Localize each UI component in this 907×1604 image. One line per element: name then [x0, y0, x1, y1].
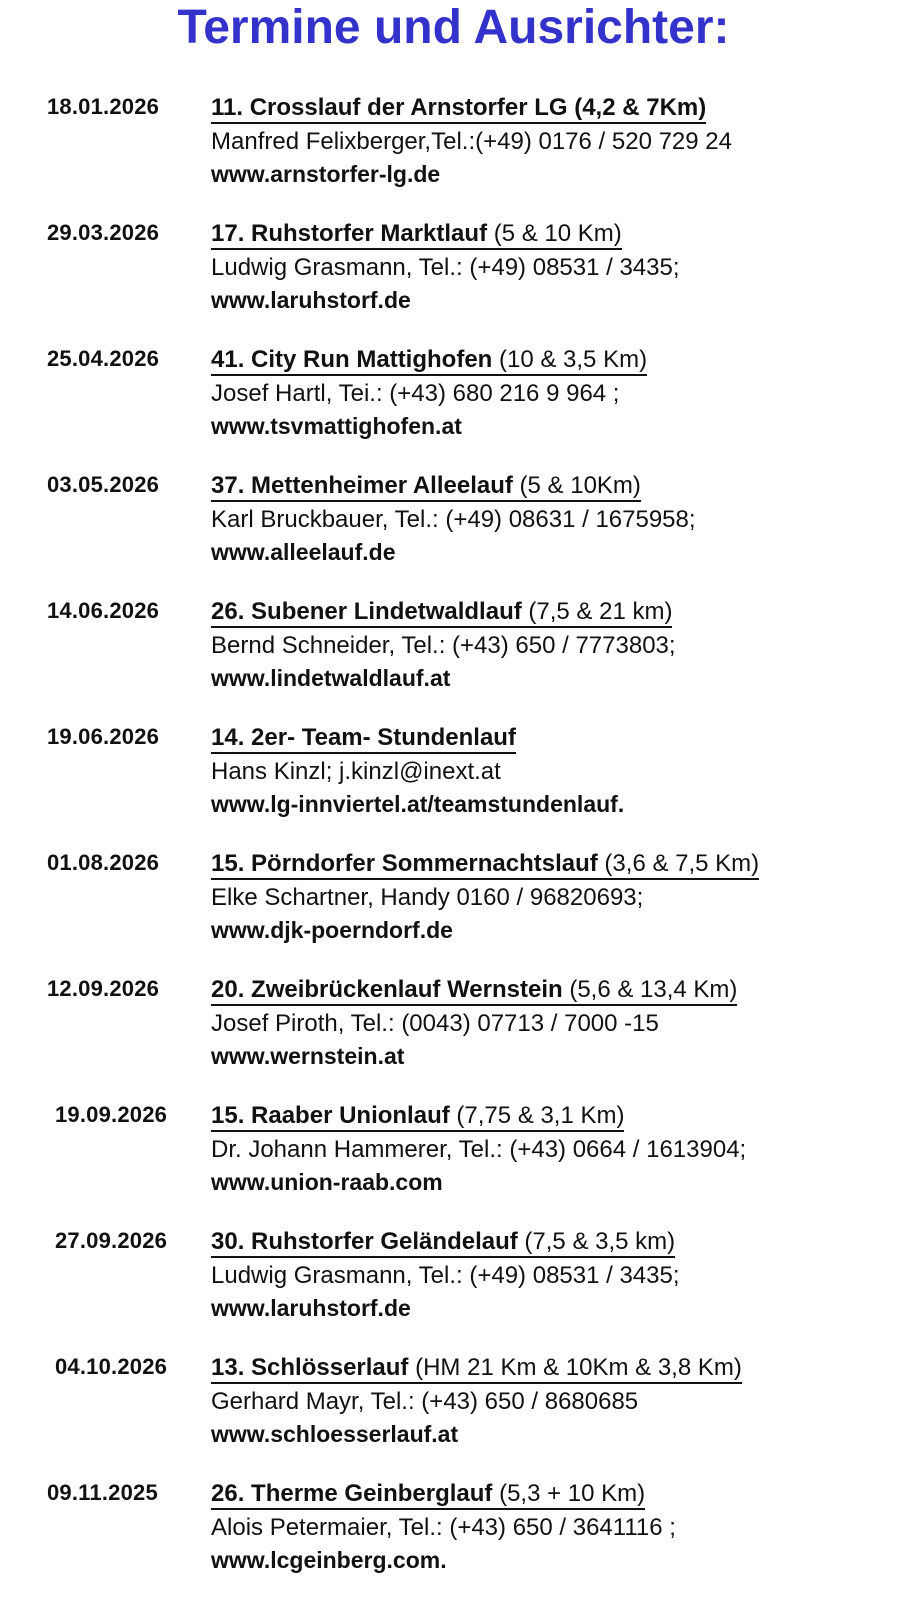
event-distance: (7,75 & 3,1 Km): [449, 1102, 625, 1129]
event-title[interactable]: [211, 597, 672, 628]
event-name: 20. Zweibrückenlauf Wernstein: [211, 976, 563, 1003]
event-item: [0, 596, 907, 722]
event-distance: (3,6 & 7,5 Km): [597, 850, 760, 877]
event-title[interactable]: [211, 219, 622, 250]
event-contact: Manfred Felixberger,Tel.:(+49) 0176 / 520 729 24: [211, 128, 732, 155]
event-title[interactable]: [211, 1479, 645, 1510]
event-contact: Alois Petermaier, Tel.: (+43) 650 / 3641116 ;: [211, 1514, 676, 1541]
event-item: [0, 722, 907, 848]
event-details: [211, 1478, 901, 1576]
event-item: [0, 848, 907, 974]
event-details: [211, 722, 901, 820]
event-contact: Bernd Schneider, Tel.: (+43) 650 / 7773803;: [211, 632, 676, 659]
event-title[interactable]: [211, 1227, 675, 1258]
event-name: 15. Pörndorfer Sommernachtslauf: [211, 850, 598, 877]
event-list: [0, 92, 907, 1604]
event-contact: Josef Piroth, Tel.: (0043) 07713 / 7000 -15: [211, 1010, 659, 1037]
event-date: 29.03.2026: [47, 220, 160, 245]
event-date: 12.09.2026: [47, 976, 160, 1001]
event-website-link[interactable]: www.tsvmattighofen.at: [211, 413, 462, 439]
event-name: 30. Ruhstorfer Geländelauf: [211, 1228, 518, 1255]
event-contact: Elke Schartner, Handy 0160 / 96820693;: [211, 884, 644, 911]
event-website-link[interactable]: www.djk-poerndorf.de: [211, 917, 453, 943]
event-date: 01.08.2026: [47, 850, 160, 875]
event-name: 26. Therme Geinberglauf: [211, 1480, 493, 1507]
event-distance: (10 & 3,5 Km): [492, 346, 648, 373]
event-contact: Gerhard Mayr, Tel.: (+43) 650 / 8680685: [211, 1388, 639, 1415]
event-name: 13. Schlösserlauf: [211, 1354, 409, 1381]
event-date: 03.05.2026: [47, 472, 160, 497]
event-item: [0, 974, 907, 1100]
event-name: 14. 2er- Team- Stundenlauf: [211, 724, 516, 751]
event-website-link[interactable]: www.arnstorfer-lg.de: [211, 161, 441, 187]
event-website-link[interactable]: www.lcgeinberg.com.: [211, 1547, 447, 1573]
event-website-link[interactable]: www.union-raab.com: [211, 1169, 443, 1195]
event-details: [211, 848, 901, 946]
event-details: [211, 596, 901, 694]
event-item: [0, 92, 907, 218]
event-website-link[interactable]: www.lindetwaldlauf.at: [211, 665, 451, 691]
event-details: [211, 92, 901, 190]
event-details: [211, 1226, 901, 1324]
event-item: [0, 1226, 907, 1352]
event-date: 04.10.2026: [55, 1354, 168, 1379]
event-date: 27.09.2026: [55, 1228, 168, 1253]
event-website-link[interactable]: www.lg-innviertel.at/teamstundenlauf.: [211, 791, 625, 817]
event-name: 17. Ruhstorfer Marktlauf: [211, 220, 488, 247]
event-details: [211, 974, 901, 1072]
event-item: [0, 470, 907, 596]
event-contact: Josef Hartl, Tei.: (+43) 680 216 9 964 ;: [211, 380, 620, 407]
event-date: 25.04.2026: [47, 346, 160, 371]
event-name: 26. Subener Lindetwaldlauf: [211, 598, 522, 625]
event-details: [211, 344, 901, 442]
event-distance: (5 & 10Km): [512, 472, 641, 499]
event-item: [0, 1478, 907, 1604]
event-distance: (5 & 10 Km): [487, 220, 622, 247]
event-contact: Hans Kinzl; j.kinzl@inext.at: [211, 758, 501, 785]
event-distance: (5,6 & 13,4 Km): [562, 976, 738, 1003]
event-item: [0, 344, 907, 470]
event-date: 14.06.2026: [47, 598, 160, 623]
event-contact: Karl Bruckbauer, Tel.: (+49) 08631 / 1675958;: [211, 506, 696, 533]
event-title[interactable]: [211, 1101, 624, 1132]
event-website-link[interactable]: www.schloesserlauf.at: [211, 1421, 459, 1447]
page-title: Termine und Ausrichter:: [177, 1, 730, 54]
event-item: [0, 218, 907, 344]
event-name: 41. City Run Mattighofen: [211, 346, 493, 373]
event-title[interactable]: [211, 849, 759, 880]
event-title[interactable]: [211, 975, 737, 1006]
event-contact: Ludwig Grasmann, Tel.: (+49) 08531 / 3435;: [211, 254, 680, 281]
event-name: 37. Mettenheimer Alleelauf: [211, 472, 513, 499]
event-distance: (7,5 & 21 km): [521, 598, 673, 625]
event-title[interactable]: [211, 93, 706, 124]
event-contact: Ludwig Grasmann, Tel.: (+49) 08531 / 3435;: [211, 1262, 680, 1289]
event-name: 15. Raaber Unionlauf: [211, 1102, 450, 1129]
event-website-link[interactable]: www.laruhstorf.de: [211, 287, 411, 313]
event-title[interactable]: [211, 1353, 742, 1384]
event-item: [0, 1352, 907, 1478]
event-title[interactable]: [211, 345, 647, 376]
event-date: 19.06.2026: [47, 724, 160, 749]
event-date: 09.11.2025: [47, 1480, 158, 1505]
event-date: 19.09.2026: [55, 1102, 168, 1127]
event-contact: Dr. Johann Hammerer, Tel.: (+43) 0664 / 1613904;: [211, 1136, 747, 1163]
event-website-link[interactable]: www.laruhstorf.de: [211, 1295, 411, 1321]
event-details: [211, 470, 901, 568]
event-title[interactable]: [211, 723, 516, 754]
event-name: 11. Crosslauf der Arnstorfer LG (4,2 & 7Km): [211, 94, 707, 121]
event-distance: (5,3 + 10 Km): [492, 1480, 646, 1507]
event-distance: (HM 21 Km & 10Km & 3,8 Km): [408, 1354, 742, 1381]
event-date: 18.01.2026: [47, 94, 160, 119]
event-website-link[interactable]: www.wernstein.at: [211, 1043, 405, 1069]
event-details: [211, 1100, 901, 1198]
event-details: [211, 218, 901, 316]
event-item: [0, 1100, 907, 1226]
event-website-link[interactable]: www.alleelauf.de: [211, 539, 396, 565]
event-details: [211, 1352, 901, 1450]
event-title[interactable]: [211, 471, 641, 502]
event-distance: (7,5 & 3,5 km): [517, 1228, 676, 1255]
